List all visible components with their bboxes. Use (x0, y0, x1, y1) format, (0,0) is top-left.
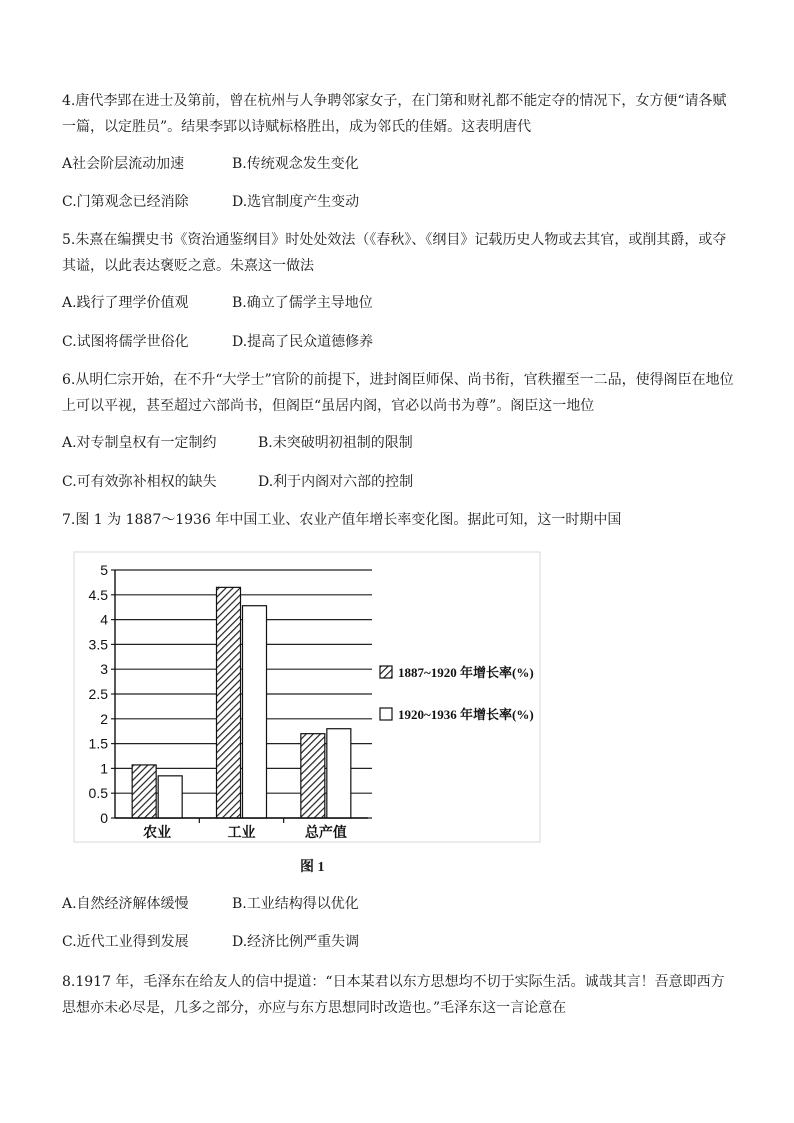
question-4-option-b[interactable]: B.传统观念发生变化 (232, 156, 359, 172)
x-category-label: 农业 (143, 825, 172, 841)
question-4-stem: 4.唐代李郢在进士及第前，曾在杭州与人争聘邻家女子，在门第和财礼都不能定夺的情况下，女方便“请各赋一篇，以定胜员”。结果李郢以诗赋标格胜出，成为邻氏的佳婿。这表明唐代 (62, 93, 727, 135)
bar-2-2 (243, 606, 267, 818)
question-6-option-b[interactable]: B.未突破明初祖制的限制 (258, 435, 413, 451)
y-tick-label: 4 (100, 611, 108, 628)
question-7-option-b[interactable]: B.工业结构得以优化 (232, 896, 359, 912)
bar-1-3 (301, 734, 325, 818)
y-tick-label: 2.5 (88, 686, 108, 702)
question-5-option-c[interactable]: C.试图将儒学世俗化 (62, 334, 189, 350)
figure-caption: 图 1 (300, 860, 325, 875)
y-tick-label: 1.5 (88, 735, 108, 752)
bar-2-3 (327, 729, 351, 818)
y-tick-label: 5 (100, 562, 108, 578)
question-4-option-d[interactable]: D.选官制度产生变动 (232, 194, 360, 210)
y-tick-label: 3 (100, 661, 108, 678)
legend-swatch-2 (380, 708, 392, 720)
question-5-option-a[interactable]: A.践行了理学价值观 (62, 295, 189, 311)
y-tick-label: 0.5 (88, 785, 108, 802)
bar-2-1 (158, 776, 182, 818)
y-tick-label: 1 (100, 760, 108, 777)
question-6-option-a[interactable]: A.对专制皇权有一定制约 (62, 435, 217, 451)
y-tick-label: 4.5 (88, 586, 108, 603)
bar-1-2 (217, 587, 241, 818)
y-tick-label: 2 (100, 710, 108, 727)
question-5-stem: 5.朱熹在编撰史书《资治通鉴纲目》时处处效法（《春秋》、《纲目》记载历史人物或去其官，或削其爵，或夺其谥，以此表达褒贬之意。朱熹这一做法 (62, 232, 727, 274)
question-7-option-a[interactable]: A.自然经济解体缓慢 (62, 896, 189, 912)
legend-label-1: 1887~1920 年增长率(%) (398, 665, 534, 680)
y-tick-label: 3.5 (88, 636, 108, 653)
growth-rate-chart-svg (60, 548, 560, 844)
legend-swatch-1 (380, 666, 392, 678)
question-4-option-a[interactable]: A社会阶层流动加速 (62, 156, 185, 172)
question-7-option-c[interactable]: C.近代工业得到发展 (62, 934, 189, 950)
question-7-stem: 7.图 1 为 1887～1936 年中国工业、农业产值年增长率变化图。据此可知，这一时期中国 (62, 512, 622, 528)
question-4-option-c[interactable]: C.门第观念已经消除 (62, 194, 189, 210)
question-6-option-c[interactable]: C.可有效弥补相权的缺失 (62, 474, 217, 490)
bar-1-1 (132, 765, 156, 818)
question-6-option-d[interactable]: D.利于内阁对六部的控制 (258, 474, 414, 490)
question-7-option-d[interactable]: D.经济比例严重失调 (232, 934, 360, 950)
x-category-label: 总产值 (304, 825, 347, 841)
y-tick-label: 0 (100, 810, 108, 826)
legend-label-2: 1920~1936 年增长率(%) (398, 707, 534, 722)
growth-rate-chart (60, 548, 560, 844)
question-5-option-d[interactable]: D.提高了民众道德修养 (232, 334, 374, 350)
x-category-label: 工业 (227, 825, 256, 841)
question-8-stem: 8.1917 年，毛泽东在给友人的信中提道：“日本某君以东方思想均不切于实际生活。诚哉其言！吾意即西方思想亦未必尽是，几多之部分，亦应与东方思想同时改造也。”毛泽东这一言论意在 (62, 974, 725, 1016)
question-5-option-b[interactable]: B.确立了儒学主导地位 (232, 295, 373, 311)
question-6-stem: 6.从明仁宗开始，在不升“大学士”官阶的前提下，进封阁臣师保、尚书衔，官秩擢至一二品，使得阁臣在地位上可以平视，甚至超过六部尚书，但阁臣“虽居内阁，官必以尚书为尊”。阁臣这一地位 (62, 372, 734, 414)
